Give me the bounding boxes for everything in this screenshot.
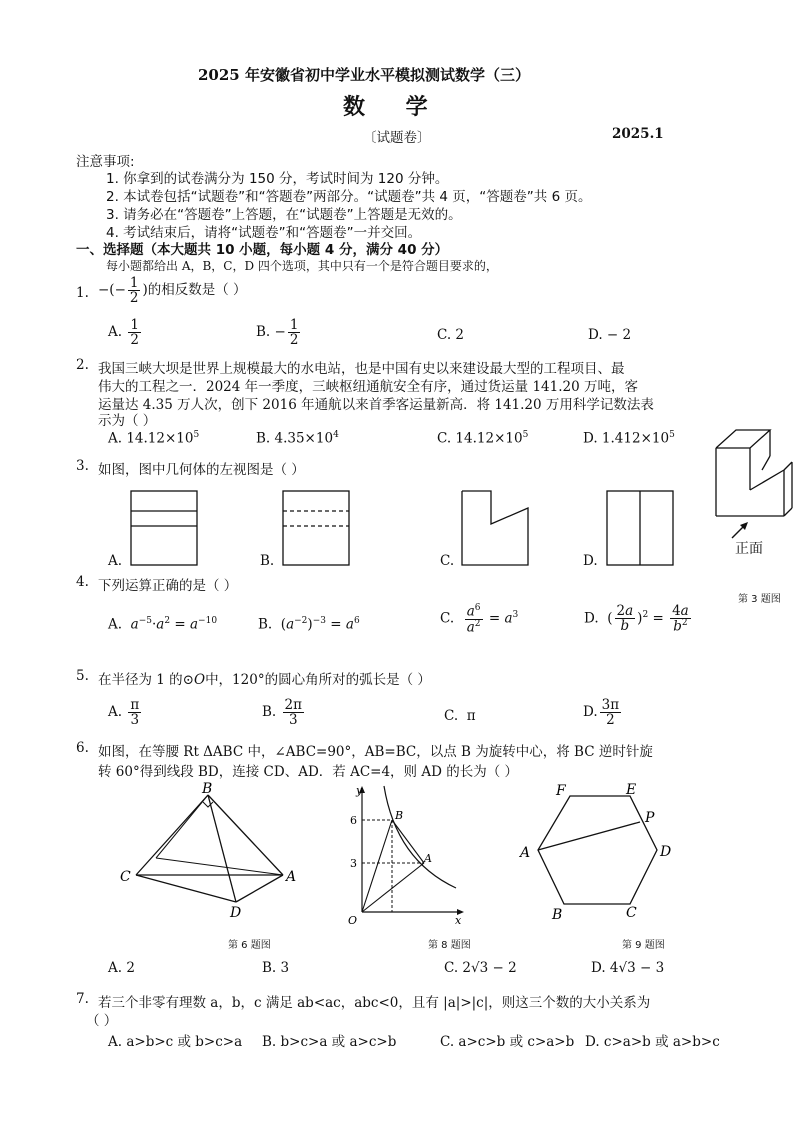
fig8-x-label: x (455, 914, 462, 927)
q5-option-c[interactable]: C. π (444, 708, 476, 724)
q6-option-c[interactable]: C. 2√3 − 2 (444, 960, 517, 976)
q6-line-1: 如图，在等腰 Rt ΔABC 中，∠ABC=90°，AB=BC，以点 B 为旋转中心，将 BC 逆时针旋 (98, 744, 653, 760)
q3-option-b[interactable]: B. (260, 553, 275, 569)
q6-number: 6. (76, 740, 89, 756)
q3-option-c-figure (461, 490, 529, 566)
q7-option-a[interactable]: A. a>b>c 或 b>c>a (108, 1034, 243, 1050)
figure-8 (338, 780, 468, 925)
q3-option-d-figure (606, 490, 674, 566)
fig9-label-c: C (626, 905, 637, 921)
q4-option-a[interactable]: A. $a^{-5}\cdot a^2 = a^{-10}$ (108, 616, 218, 633)
notice-item-2: 2. 本试卷包括“试题卷”和“答题卷”两部分。“试题卷”共 4 页，“答题卷”共 6 页。 (106, 189, 592, 205)
fig9-label-a: A (520, 845, 531, 861)
fig8-tick-3: 3 (350, 857, 357, 870)
q1-option-c[interactable]: C. 2 (437, 327, 465, 343)
q4-option-c[interactable]: C. $\frac{a^6}{a^2}$ = $a^3$ (440, 603, 519, 636)
q7-line-1: 若三个非零有理数 a，b，c 满足 ab<ac，abc<0，且有 |a|>|c|，则这三个数的大小关系为 (98, 995, 651, 1011)
q7-option-b[interactable]: B. b>c>a 或 a>c>b (262, 1034, 397, 1050)
q2-option-b[interactable]: B. $4.35\times 10^4$ (256, 430, 339, 447)
q6-option-b[interactable]: B. 3 (262, 960, 290, 976)
q7-option-d[interactable]: D. c>a>b 或 a>b>c (585, 1034, 720, 1050)
q2-option-a[interactable]: A. $14.12\times 10^5$ (108, 430, 200, 447)
q3-solid-figure (712, 426, 792, 546)
q1-option-a[interactable]: A. $\frac{1}{2}$ (108, 317, 139, 349)
q2-option-c[interactable]: C. $14.12\times 10^5$ (437, 430, 529, 447)
exam-title: 2025 年安徽省初中学业水平模拟测试数学（三） (198, 66, 530, 84)
q3-option-a-figure (130, 490, 198, 566)
q3-number: 3. (76, 458, 89, 474)
fig8-y-label: y (356, 784, 363, 797)
fig9-label-p: P (645, 810, 655, 826)
q1-number: 1. (76, 285, 89, 301)
figure-6-caption: 第 6 题图 (228, 940, 271, 951)
figure-6 (118, 780, 308, 920)
notice-item-3: 3. 请务必在“答题卷”上答题，在“试题卷”上答题是无效的。 (106, 207, 462, 223)
q5-option-b[interactable]: B. $\frac{2\pi}{3}$ (262, 697, 302, 729)
figure-9 (512, 780, 687, 925)
q2-line-3: 运量达 4.35 万人次，创下 2016 年通航以来首季客运量新高．将 141.20 万用科学记数法表 (98, 397, 654, 413)
figure-9-caption: 第 9 题图 (622, 940, 665, 951)
q6-option-a[interactable]: A. 2 (108, 960, 135, 976)
q7-option-c[interactable]: C. a>c>b 或 c>a>b (440, 1034, 575, 1050)
fig6-label-d: D (230, 905, 242, 921)
fig8-label-b: B (395, 809, 404, 822)
fig8-origin-label: O (348, 914, 358, 927)
q6-line-2: 转 60°得到线段 BD，连接 CD、AD．若 AC=4，则 AD 的长为（ ） (98, 764, 518, 780)
q7-line-2: （ ） (86, 1013, 118, 1029)
paper-type: 〔试题卷〕 (363, 130, 431, 146)
subject-title: 数 学 (343, 94, 430, 120)
q5-stem: 在半径为 1 的⊙O中，120°的圆心角所对的弧长是（ ） (98, 672, 431, 688)
q3-option-c[interactable]: C. (440, 553, 455, 569)
q4-stem: 下列运算正确的是（ ） (98, 578, 238, 594)
q4-option-b[interactable]: B. $(a^{-2})^{-3} = a^6$ (258, 616, 360, 633)
q6-option-d[interactable]: D. 4√3 − 3 (591, 960, 665, 976)
q1-option-b[interactable]: B. − $\frac{1}{2}$ (256, 317, 299, 349)
fig9-label-f: F (556, 783, 566, 799)
fig6-label-a: A (286, 869, 297, 885)
q7-number: 7. (76, 991, 89, 1007)
q2-line-4: 示为（ ） (98, 413, 157, 429)
q3-stem: 如图，图中几何体的左视图是（ ） (98, 462, 305, 478)
q2-option-d[interactable]: D. $1.412\times 10^5$ (583, 430, 675, 447)
notice-heading: 注意事项: (76, 154, 135, 170)
fig6-label-b: B (202, 781, 213, 797)
fig9-label-e: E (626, 782, 637, 798)
fig9-label-b: B (552, 907, 563, 923)
q2-line-2: 伟大的工程之一．2024 年一季度，三峡枢纽通航安全有序，通过货运量 141.20 万吨，客 (98, 379, 638, 395)
q5-number: 5. (76, 668, 89, 684)
fig8-tick-6: 6 (350, 814, 357, 827)
notice-item-1: 1. 你拿到的试卷满分为 150 分，考试时间为 120 分钟。 (106, 171, 449, 187)
fig6-label-c: C (120, 869, 131, 885)
q4-number: 4. (76, 574, 89, 590)
section-instruction: 每小题都给出 A，B，C，D 四个选项，其中只有一个是符合题目要求的， (106, 259, 498, 273)
q4-option-d[interactable]: D. ( $\frac{2a}{b}$ )$^2$ = $\frac{4a}{b^2}$ (584, 603, 689, 635)
q5-option-a[interactable]: A. $\frac{\pi}{3}$ (108, 697, 140, 729)
q5-option-d[interactable]: D. $\frac{3\pi}{2}$ (583, 697, 620, 729)
front-label: 正面 (735, 541, 763, 557)
notice-item-4: 4. 考试结束后，请将“试题卷”和“答题卷”一并交回。 (106, 225, 422, 241)
fig8-label-a: A (424, 852, 432, 865)
figure-8-caption: 第 8 题图 (428, 940, 471, 951)
exam-date: 2025.1 (612, 126, 664, 142)
q3-option-a[interactable]: A. (108, 553, 123, 569)
q1-option-d[interactable]: D. − 2 (588, 327, 632, 343)
q3-option-d[interactable]: D. (583, 553, 598, 569)
q1-stem: −(− $\frac{1}{2}$ )的相反数是（ ） (98, 275, 247, 307)
q2-number: 2. (76, 357, 89, 373)
fig9-label-d: D (660, 844, 672, 860)
section-heading: 一、选择题（本大题共 10 小题，每小题 4 分，满分 40 分） (76, 242, 449, 258)
q3-option-b-figure (282, 490, 350, 566)
q3-figure-caption: 第 3 题图 (738, 594, 781, 605)
q2-line-1: 我国三峡大坝是世界上规模最大的水电站，也是中国有史以来建设最大型的工程项目、最 (98, 361, 625, 377)
